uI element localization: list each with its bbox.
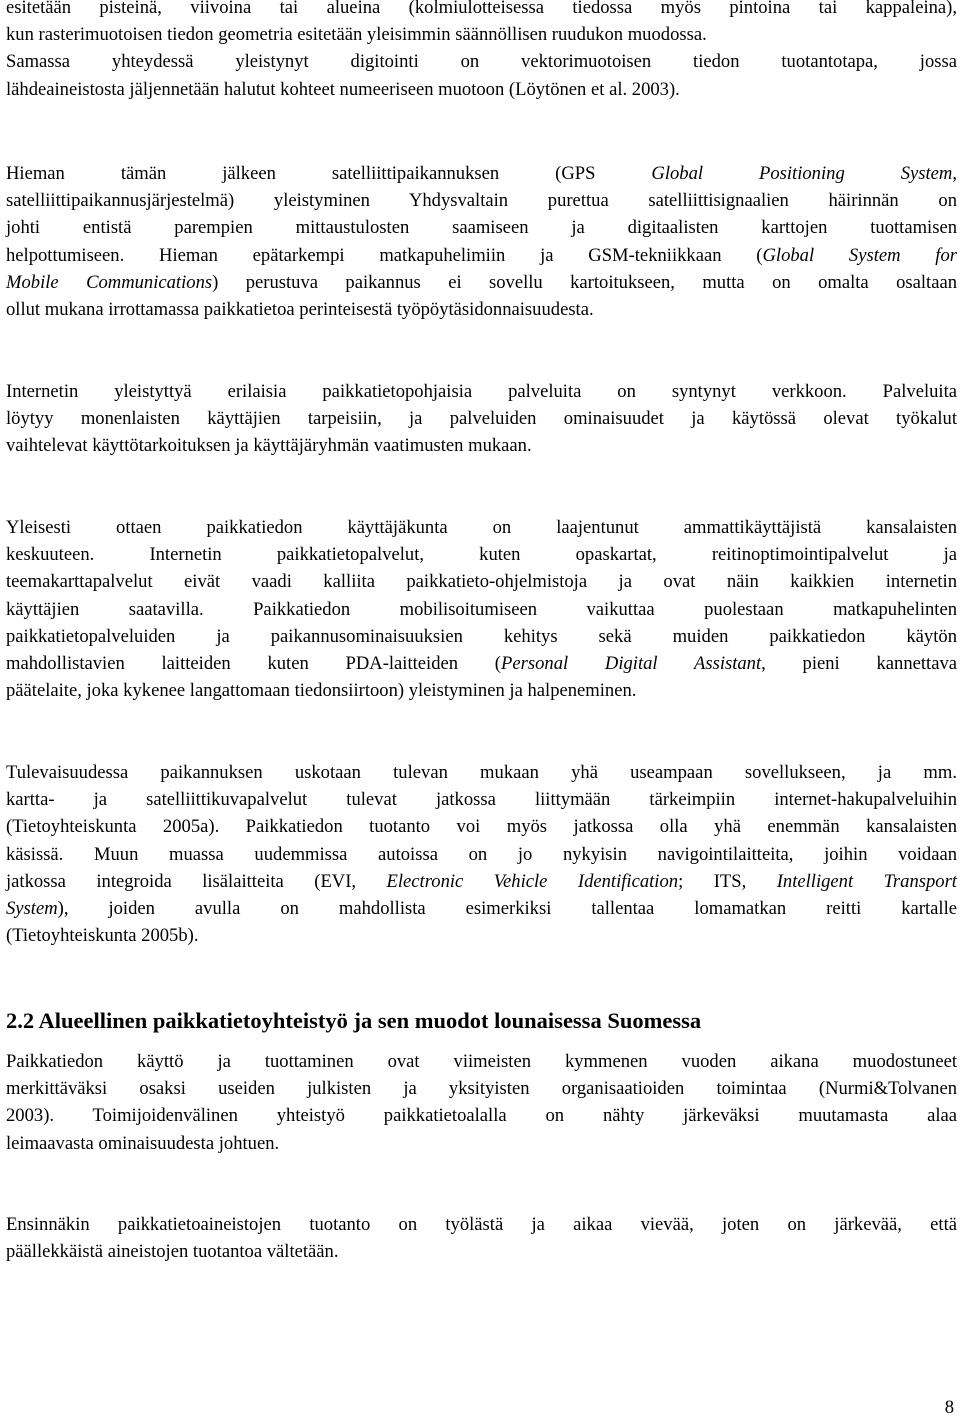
text-line: (Tietoyhteiskunta 2005b). xyxy=(6,925,199,947)
text-line: Ensinnäkin paikkatietoaineistojen tuotanto on työlästä ja aikaa vievää, joten on järkevää, että xyxy=(6,1214,957,1235)
section-heading: 2.2 Alueellinen paikkatietoyhteistyö ja sen muodot lounaisessa Suomessa xyxy=(6,1008,702,1033)
text-line: käsissä. Muun muassa uudemmissa autoissa on jo nykyisin navigointilaitteita, joihin voidaan xyxy=(6,843,957,865)
paragraph xyxy=(6,1211,957,1265)
text-line: vaihtelevat käyttötarkoituksen ja käyttäjäryhmän vaatimusten mukaan. xyxy=(6,435,532,457)
text-line: helpottumiseen. Hieman epätarkempi matkapuhelimiin ja GSM-tekniikkaan (Global System for xyxy=(6,244,958,266)
text-line: lähdeaineistosta jäljennetään halutut kohteet numeeriseen muotoon (Löytönen et al. 2003). xyxy=(6,78,680,100)
italic-term: Intelligent Transport xyxy=(776,870,957,892)
text-line: Samassa yhteydessä yleistynyt digitointi on vektorimuotoisen tiedon tuotantotapa, jossa xyxy=(6,51,957,73)
text-line: leimaavasta ominaisuudesta johtuen. xyxy=(6,1132,280,1154)
italic-term: Global System for xyxy=(762,244,958,266)
paragraph xyxy=(6,378,957,460)
text-line: Internetin yleistyttyä erilaisia paikkatietopohjaisia palveluita on syntynyt verkkoon. Palveluita xyxy=(6,381,957,402)
paragraph xyxy=(6,514,957,704)
text-line: Hieman tämän jälkeen satelliittipaikannuksen (GPS Global Positioning System, xyxy=(6,163,957,184)
text-line: päällekkäistä aineistojen tuotantoa vältetään. xyxy=(6,1241,339,1263)
text-line: 2003). Toimijoidenvälinen yhteistyö paikkatietoalalla on nähty järkeväksi muutamasta alaa xyxy=(6,1105,957,1127)
text-line: keskuuteen. Internetin paikkatietopalvelut, kuten opaskartat, reitinoptimointipalvelut ja xyxy=(6,544,957,566)
text-line: Yleisesti ottaen paikkatiedon käyttäjäkunta on laajentunut ammattikäyttäjistä kansalaisten xyxy=(6,517,957,538)
italic-term: Global Positioning System xyxy=(651,163,953,184)
text-line: satelliittipaikannusjärjestelmä) yleistyminen Yhdysvaltain purettua satelliittisignaalien häirinnän on xyxy=(6,190,957,212)
text-line: System), joiden avulla on mahdollista esimerkiksi tallentaa lomamatkan reitti kartalle xyxy=(6,898,957,920)
text-line: kun rasterimuotoisen tiedon geometria esitetään yleisimmin säännöllisen ruudukon muodossa. xyxy=(6,24,707,46)
italic-term: Personal Digital Assistant xyxy=(501,653,762,675)
text-line: merkittäväksi osaksi useiden julkisten ja yksityisten organisaatioiden toimintaa (Nurmi&Tolvanen xyxy=(6,1078,957,1100)
text-line: päätelaite, joka kykenee langattomaan tiedonsiirtoon) yleistyminen ja halpeneminen. xyxy=(6,680,637,702)
text-line: mahdollistavien laitteiden kuten PDA-laitteiden (Personal Digital Assistant, pieni kannettava xyxy=(6,653,958,675)
text-line: johti entistä parempien mittaustulosten saamiseen ja digitaalisten karttojen tuottamisen xyxy=(6,217,957,239)
text-line: paikkatietopalveluiden ja paikannusominaisuuksien kehitys sekä muiden paikkatiedon käytön xyxy=(6,625,957,647)
text-line: jatkossa integroida lisälaitteita (EVI, Electronic Vehicle Identification; ITS, Intelligent Transport xyxy=(6,870,957,892)
paragraph xyxy=(6,759,957,949)
page-number: 8 xyxy=(944,1397,954,1418)
italic-term: Electronic Vehicle Identification xyxy=(386,870,679,892)
text-line: Mobile Communications) perustuva paikannus ei sovellu kartoitukseen, mutta on omalta osaltaan xyxy=(6,271,958,293)
paragraph xyxy=(6,0,957,103)
paragraph xyxy=(6,1048,957,1157)
paragraph xyxy=(6,160,957,323)
italic-term: System xyxy=(6,898,58,920)
italic-term: Mobile Communications xyxy=(6,271,213,293)
text-line: Tulevaisuudessa paikannuksen uskotaan tulevan mukaan yhä useampaan sovellukseen, ja mm. xyxy=(6,762,957,783)
text-line: esitetään pisteinä, viivoina tai alueina (kolmiulotteisessa tiedossa myös pintoina tai kappaleina), xyxy=(6,0,957,18)
text-line: kartta- ja satelliittikuvapalvelut tulevat jatkossa liittymään tärkeimpiin internet-hakupalveluihin xyxy=(6,789,957,811)
text-line: löytyy monenlaisten käyttäjien tarpeisiin, ja palveluiden ominaisuudet ja käytössä olevat työkalut xyxy=(6,408,957,430)
text-line: käyttäjien saatavilla. Paikkatiedon mobilisoitumiseen vaikuttaa puolestaan matkapuhelinten xyxy=(6,598,957,620)
text-line: ollut mukana irrottamassa paikkatietoa perinteisestä työpöytäsidonnaisuudesta. xyxy=(6,299,594,321)
text-line: (Tietoyhteiskunta 2005a). Paikkatiedon tuotanto voi myös jatkossa olla yhä enemmän kansalaisten xyxy=(6,816,957,838)
text-line: teemakarttapalvelut eivät vaadi kalliita paikkatieto-ohjelmistoja ja ovat näin kaikkien internetin xyxy=(6,571,957,593)
text-line: Paikkatiedon käyttö ja tuottaminen ovat viimeisten kymmenen vuoden aikana muodostuneet xyxy=(6,1051,957,1072)
